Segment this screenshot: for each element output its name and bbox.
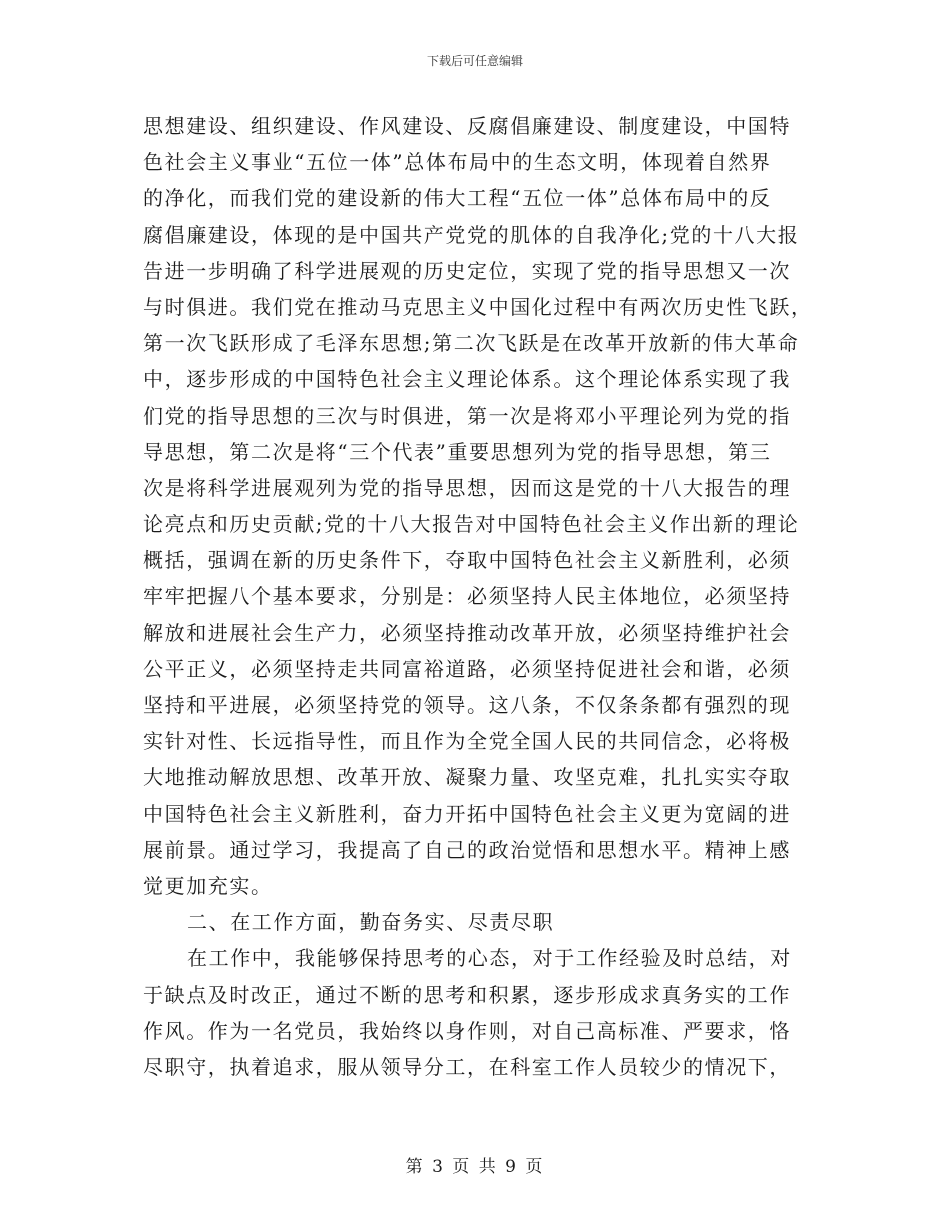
text-line: 坚持和平进展，必须坚持党的领导。这八条，不仅条条都有强烈的现 [143, 693, 791, 717]
text-line: 实针对性、长远指导性，而且作为全党全国人民的共同信念，必将极 [143, 729, 791, 754]
text-line: 概括，强调在新的历史条件下，夺取中国特色社会主义新胜利，必须 [143, 548, 791, 573]
text-line: 展前景。通过学习，我提高了自己的政治觉悟和思想水平。精神上感 [143, 837, 791, 862]
text-line: 腐倡廉建设，体现的是中国共产党党的肌体的自我净化;党的十八大报 [143, 222, 800, 247]
text-line: 作风。作为一名党员，我始终以身作则，对自己高标准、严要求，恪 [143, 1018, 791, 1043]
text-line: 们党的指导思想的三次与时俱进，第一次是将邓小平理论列为党的指 [143, 403, 791, 428]
text-line: 色社会主义事业“五位一体”总体布局中的生态文明，体现着自然界 [143, 150, 772, 175]
text-line: 牢牢把握八个基本要求，分别是：必须坚持人民主体地位，必须坚持 [143, 584, 791, 609]
text-line: 中，逐步形成的中国特色社会主义理论体系。这个理论体系实现了我 [143, 367, 791, 392]
document-body [143, 108, 813, 1085]
paragraph-first-line: 在工作中，我能够保持思考的心态，对于工作经验及时总结，对 [187, 946, 792, 971]
text-line: 公平正义，必须坚持走共同富裕道路，必须坚持促进社会和谐，必须 [143, 656, 791, 681]
text-line: 的净化，而我们党的建设新的伟大工程“五位一体”总体布局中的反 [143, 186, 772, 211]
text-line: 解放和进展社会生产力，必须坚持推动改革开放，必须坚持维护社会 [143, 620, 791, 645]
text-line: 与时俱进。我们党在推动马克思主义中国化过程中有两次历史性飞跃， [143, 294, 813, 319]
text-line: 于缺点及时改正，通过不断的思考和积累，逐步形成求真务实的工作 [143, 982, 791, 1007]
text-line: 中国特色社会主义新胜利，奋力开拓中国特色社会主义更为宽阔的进 [143, 801, 791, 826]
text-line: 第一次飞跃形成了毛泽东思想;第二次飞跃是在改革开放新的伟大革命 [143, 331, 800, 356]
section-heading: 二、在工作方面，勤奋务实、尽责尽职 [187, 910, 555, 935]
text-line: 告进一步明确了科学进展观的历史定位，实现了党的指导思想又一次 [143, 258, 791, 283]
text-line: 尽职守，执着追求，服从领导分工，在科室工作人员较少的情况下， [143, 1054, 791, 1079]
page-number-footer: 第 3 页 共 9 页 [405, 1157, 545, 1177]
page-header: 下载后可任意编辑 [426, 54, 523, 68]
text-line: 大地推动解放思想、改革开放、凝聚力量、攻坚克难，扎扎实实夺取 [143, 765, 791, 790]
text-line: 论亮点和历史贡献;党的十八大报告对中国特色社会主义作出新的理论 [143, 512, 800, 537]
text-line: 次是将科学进展观列为党的指导思想，因而这是党的十八大报告的理 [143, 475, 791, 500]
text-line: 觉更加充实。 [143, 873, 273, 898]
text-line: 思想建设、组织建设、作风建设、反腐倡廉建设、制度建设，中国特 [143, 114, 791, 138]
text-line: 导思想，第二次是将“三个代表”重要思想列为党的指导思想，第三 [143, 439, 772, 464]
